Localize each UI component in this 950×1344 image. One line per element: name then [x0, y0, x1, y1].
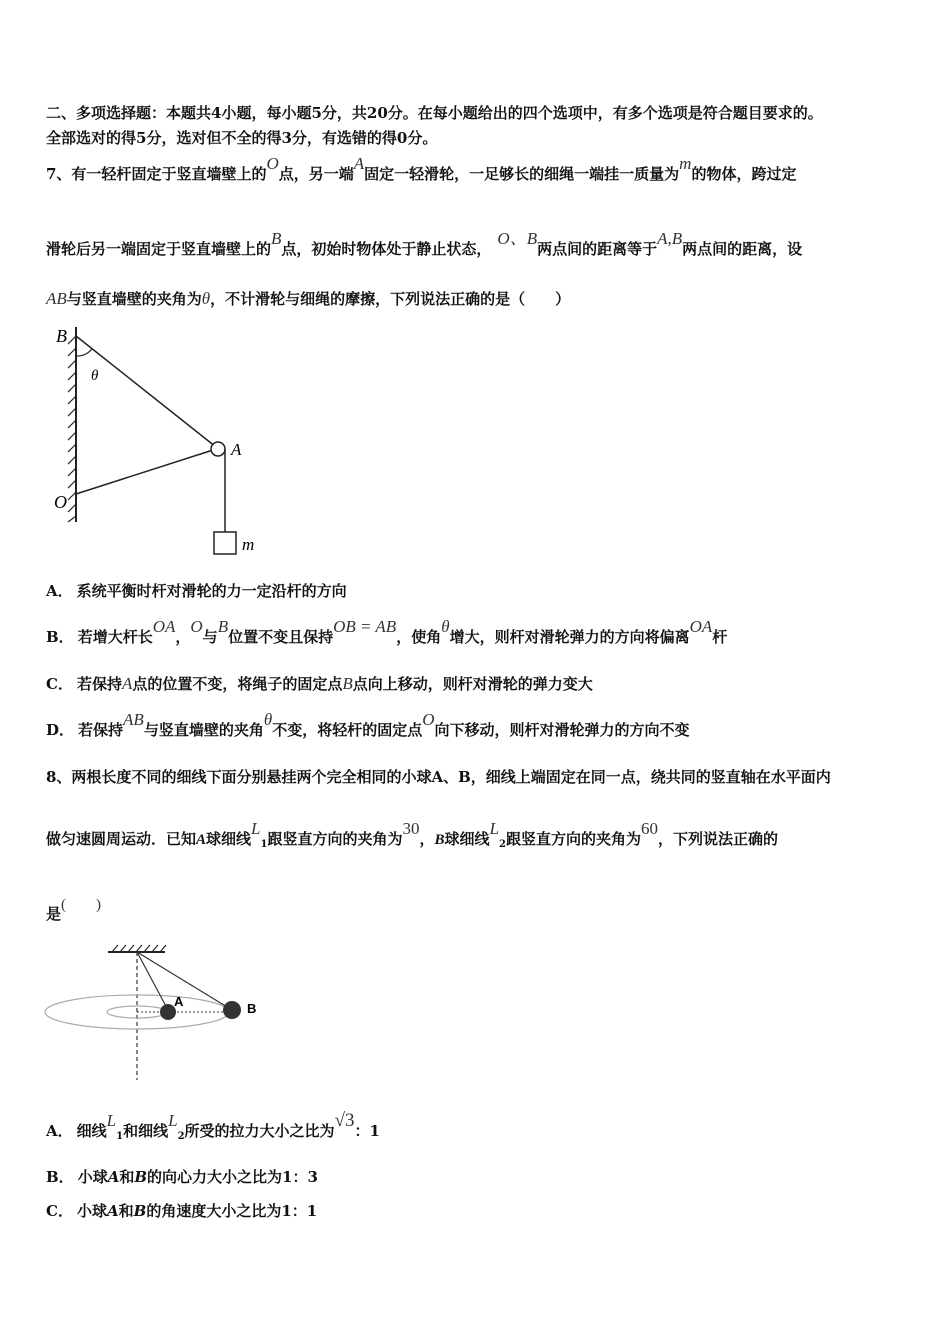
section-heading-line2: 全部选对的得5分，选对但不全的得3分，有选错的得0分。 — [46, 129, 438, 147]
rope-ba — [76, 336, 216, 447]
label-theta: θ — [91, 368, 99, 384]
q8-option-c: C． 小球A和B的角速度大小之比为1：1 — [46, 1202, 318, 1220]
q7-stem-line1: 7、有一轻杆固定于竖直墙壁上的O点，另一端A固定一轻滑轮，一足够长的细绳一端挂一质量为m的物体，跨过定 — [46, 154, 797, 183]
label-ball-a: A — [174, 994, 184, 1009]
mass-block — [214, 532, 236, 554]
section-heading-line1: 二、多项选择题：本题共4小题，每小题5分，共20分。在每小题给出的四个选项中，有多个选项是符合题目要求的。 — [46, 104, 823, 122]
label-b: B — [56, 326, 67, 346]
q7-option-a: A． 系统平衡时杆对滑轮的力一定沿杆的方向 — [46, 582, 347, 600]
ball-b — [223, 1001, 241, 1019]
string-l1 — [137, 952, 168, 1010]
q8-stem-line1: 8、两根长度不同的细线下面分别悬挂两个完全相同的小球A、B，细线上端固定在同一点，绕共同的竖直轴在水平面内 — [46, 768, 831, 786]
q7-figure — [46, 322, 276, 562]
q7-stem-line2: 滑轮后另一端固定于竖直墙壁上的B点，初始时物体处于静止状态，O、B两点间的距离等于A,B两点间的距离，设 — [46, 229, 803, 258]
string-l2 — [137, 952, 232, 1010]
label-ball-b: B — [247, 1001, 257, 1016]
label-o: O — [54, 492, 67, 512]
q8-stem-line3: 是( ) — [46, 897, 102, 923]
q7-option-d: D． 若保持AB与竖直墙壁的夹角θ不变，将轻杆的固定点O向下移动，则杆对滑轮弹力的方向不变 — [46, 710, 690, 739]
q8-figure — [40, 942, 280, 1087]
q8-option-b: B． 小球A和B的向心力大小之比为1：3 — [46, 1168, 318, 1186]
q8-stem-line2: 做匀速圆周运动．已知A球细线$L_1$跟竖直方向的夹角为30，B球细线$L_2$跟竖直方向的夹角为60，下列说法正确的 — [46, 819, 779, 850]
q7-option-c: C． 若保持A点的位置不变，将绳子的固定点B点向上移动，则杆对滑轮的弹力变大 — [46, 674, 593, 693]
pulley — [211, 442, 225, 456]
q7-stem-line3: AB与竖直墙壁的夹角为θ，不计滑轮与细绳的摩擦，下列说法正确的是（ ） — [46, 289, 571, 308]
q7-option-b: B． 若增大杆长OA，O与B位置不变且保持OB = AB，使角θ增大，则杆对滑轮弹力的方向将偏离OA杆 — [46, 617, 728, 646]
label-m: m — [242, 535, 255, 554]
rod-oa — [76, 450, 213, 494]
label-a: A — [231, 440, 242, 459]
q8-option-a: A． 细线$L_1$和细线$L_2$所受的拉力大小之比为√3：1 — [46, 1110, 380, 1142]
